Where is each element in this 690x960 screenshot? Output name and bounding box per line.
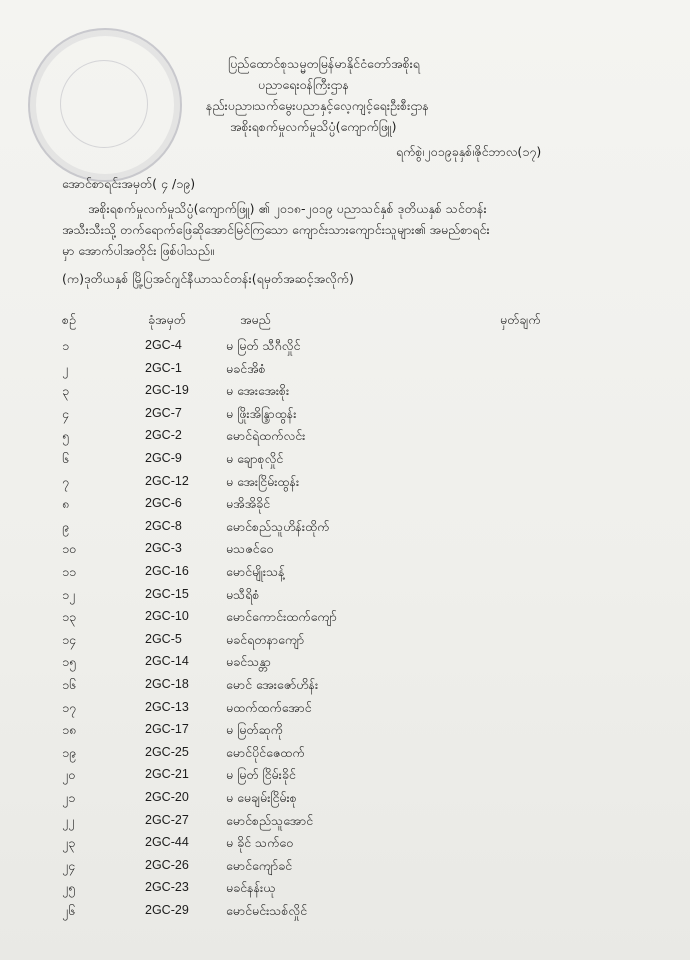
roll-no-cell: 2GC-16 [145,564,189,578]
roll-no-cell: 2GC-5 [145,631,182,646]
serial-no-cell: ၂ [62,360,69,376]
name-cell: မောင် အေးဇော်ဟိန်း [226,677,319,692]
serial-no-cell: ၂၁ [62,790,76,805]
serial-no-cell: ၂၀ [62,767,76,783]
roll-no-cell: 2GC-17 [145,722,189,737]
table-row [0,451,690,473]
serial-no-cell: ၁၄ [62,631,77,647]
name-cell: မ မေချမ်းငြိမ်းစု [226,790,297,805]
table-header [0,312,690,332]
serial-no-cell: ၂၃ [62,835,76,851]
table-row [0,474,690,496]
name-cell: မောင်ကျော်ခင် [226,857,293,873]
header-line-ministry: ပညာရေးဝန်ကြီးဌာန [258,77,350,92]
table-row [0,858,690,880]
table-row [0,428,690,450]
roll-no-cell: 2GC-14 [145,654,189,669]
roll-no-cell: 2GC-2 [145,428,182,443]
serial-no-cell: ၇ [62,473,70,489]
roll-no-cell: 2GC-29 [145,903,189,917]
name-cell: မ ဖြိုးအိန္ဒြာထွန်း [226,405,297,421]
table-row [0,609,690,631]
serial-no-cell: ၂၆ [62,903,76,918]
serial-no-cell: ၆ [62,451,70,466]
header-line-institute: အစိုးရစက်မှုလက်မှုသိပ္ပံ(ကျောက်ဖြူ) [230,119,397,134]
table-row [0,767,690,789]
table-row [0,835,690,857]
table-row [0,813,690,835]
roll-no-cell: 2GC-18 [145,677,189,691]
serial-no-cell: ၁၃ [62,609,77,625]
table-row [0,383,690,405]
roll-no-cell: 2GC-25 [145,744,189,759]
table-row [0,361,690,383]
name-cell: မခင်သန္တာ [226,654,271,670]
table-row [0,745,690,767]
header-remark: မှတ်ချက် [500,312,541,327]
roll-no-cell: 2GC-23 [145,880,189,895]
name-cell: မ ခိုင် သက်ဝေ [226,835,294,851]
serial-no-cell: ၉ [62,518,70,534]
table-row [0,632,690,654]
roll-no-cell: 2GC-10 [145,609,189,624]
roll-no-cell: 2GC-19 [145,383,189,398]
roll-no-cell: 2GC-8 [145,518,182,533]
table-row [0,722,690,744]
table-row [0,903,690,925]
name-cell: မခင်အိစံ [226,360,266,376]
name-cell: မောင်ပိုင်ဇေထက် [226,744,305,760]
serial-no-cell: ၂၅ [62,880,76,896]
intro-paragraph [62,198,622,261]
name-cell: မောင်ရဲထက်လင်း [226,428,306,444]
name-cell: မသီရိစံ [226,586,260,602]
roll-no-cell: 2GC-13 [145,699,189,714]
roll-no-cell: 2GC-7 [145,405,182,420]
roll-no-cell: 2GC-4 [145,338,182,352]
roll-no-cell: 2GC-26 [145,857,189,872]
table-row [0,564,690,586]
table-row [0,677,690,699]
name-cell: မောင်မျိုးသန့် [226,564,285,579]
name-cell: မ မြတ်ဆုကို [226,722,283,738]
serial-no-cell: ၁၈ [62,722,77,738]
serial-no-cell: ၂၄ [62,857,76,873]
name-cell: မောင်ကောင်းထက်ကျော် [226,609,337,625]
header-roll-no: ခုံအမှတ် [148,312,186,327]
roll-no-cell: 2GC-44 [145,835,189,850]
table-row [0,587,690,609]
section-title: (က)ဒုတိယနှစ် မြို့ပြအင်ဂျင်နီယာသင်တန်း(ရမှတ်အဆင့်အလိုက်) [62,271,354,286]
table-row [0,541,690,563]
header-name: အမည် [240,312,271,327]
name-cell: မ ချောစုလှိုင် [226,451,284,466]
table-row [0,700,690,722]
office-seal-inner-ring [60,60,148,148]
serial-no-cell: ၃ [62,383,70,399]
table-row [0,654,690,676]
serial-no-cell: ၁၁ [62,564,77,579]
name-cell: မ အေးငြိမ်းထွန်း [226,473,300,489]
name-cell: မ မြတ် ငြိမ်းခိုင် [226,767,296,783]
name-cell: မောင်စည်သူအောင် [226,812,314,828]
table-row [0,338,690,360]
serial-no-cell: ၈ [62,496,70,512]
roll-no-cell: 2GC-21 [145,767,189,782]
serial-no-cell: ၁၇ [62,699,77,715]
roll-no-cell: 2GC-15 [145,586,189,601]
serial-no-cell: ၁၅ [62,654,77,670]
header-line-government: ပြည်ထောင်စုသမ္မတမြန်မာနိုင်ငံတော်အစိုးရ [228,56,420,71]
roll-no-cell: 2GC-20 [145,790,189,804]
table-row [0,790,690,812]
name-cell: မောင်မင်းသစ်လှိုင် [226,903,308,918]
roll-no-cell: 2GC-9 [145,451,182,465]
header-serial-no: စဥ် [62,312,76,327]
office-seal [28,28,182,182]
table-row [0,519,690,541]
name-cell: မ မြတ် သီဂီလှိုင် [226,338,301,353]
serial-no-cell: ၁၆ [62,677,77,692]
name-cell: မထက်ထက်အောင် [226,699,312,715]
name-cell: မအိအိခိုင် [226,496,271,512]
roll-no-cell: 2GC-12 [145,473,189,488]
serial-no-cell: ၁၂ [62,586,76,602]
intro-line-1: အစိုးရစက်မှုလက်မှုသိပ္ပံ(ကျောက်ဖြူ) ၏ ၂၀၁၈-၂၀၁၉ ပညာသင်နှစ် ဒုတိယနှစ် သင်တန်း [88,201,487,216]
serial-no-cell: ၁၉ [62,744,77,760]
name-cell: မောင်စည်သူဟိန်းထိုက် [226,518,330,534]
name-cell: မခင်နန်းယု [226,880,276,896]
roll-no-cell: 2GC-27 [145,812,189,827]
header-line-department: နည်းပညာ၊သက်မွေးပညာနှင့်လေ့ကျင့်ရေးဦးစီးဌာန [206,98,429,113]
roll-no-cell: 2GC-1 [145,360,182,375]
table-row [0,496,690,518]
document-date: ရက်စွဲ၊၂၀၁၉ခုနှစ်၊ဇိုင်ဘာလ(၁၇) [396,144,542,159]
name-cell: မခင်ရတနာကျော် [226,631,305,647]
serial-no-cell: ၁၀ [62,541,77,557]
reference-number: အောင်စာရင်းအမှတ်( ၄ /၁၉) [62,176,196,191]
intro-line-2: အသီးသီးသို့ တက်ရောက်ဖြေဆိုအောင်မြင်ကြသော ကျောင်းသားကျောင်းသူများ၏ အမည်စာရင်း [62,222,490,237]
name-cell: မသဇင်ဝေ [226,541,274,557]
table-row [0,880,690,902]
intro-line-3: မှာ အောက်ပါအတိုင်း ဖြစ်ပါသည်။ [62,243,214,258]
table-row [0,406,690,428]
serial-no-cell: ၁ [62,338,70,353]
name-cell: မ အေးအေးစိုး [226,383,290,399]
serial-no-cell: ၅ [62,428,70,444]
roll-no-cell: 2GC-6 [145,496,182,511]
serial-no-cell: ၂၂ [62,812,75,828]
serial-no-cell: ၄ [62,405,70,421]
roll-no-cell: 2GC-3 [145,541,182,556]
